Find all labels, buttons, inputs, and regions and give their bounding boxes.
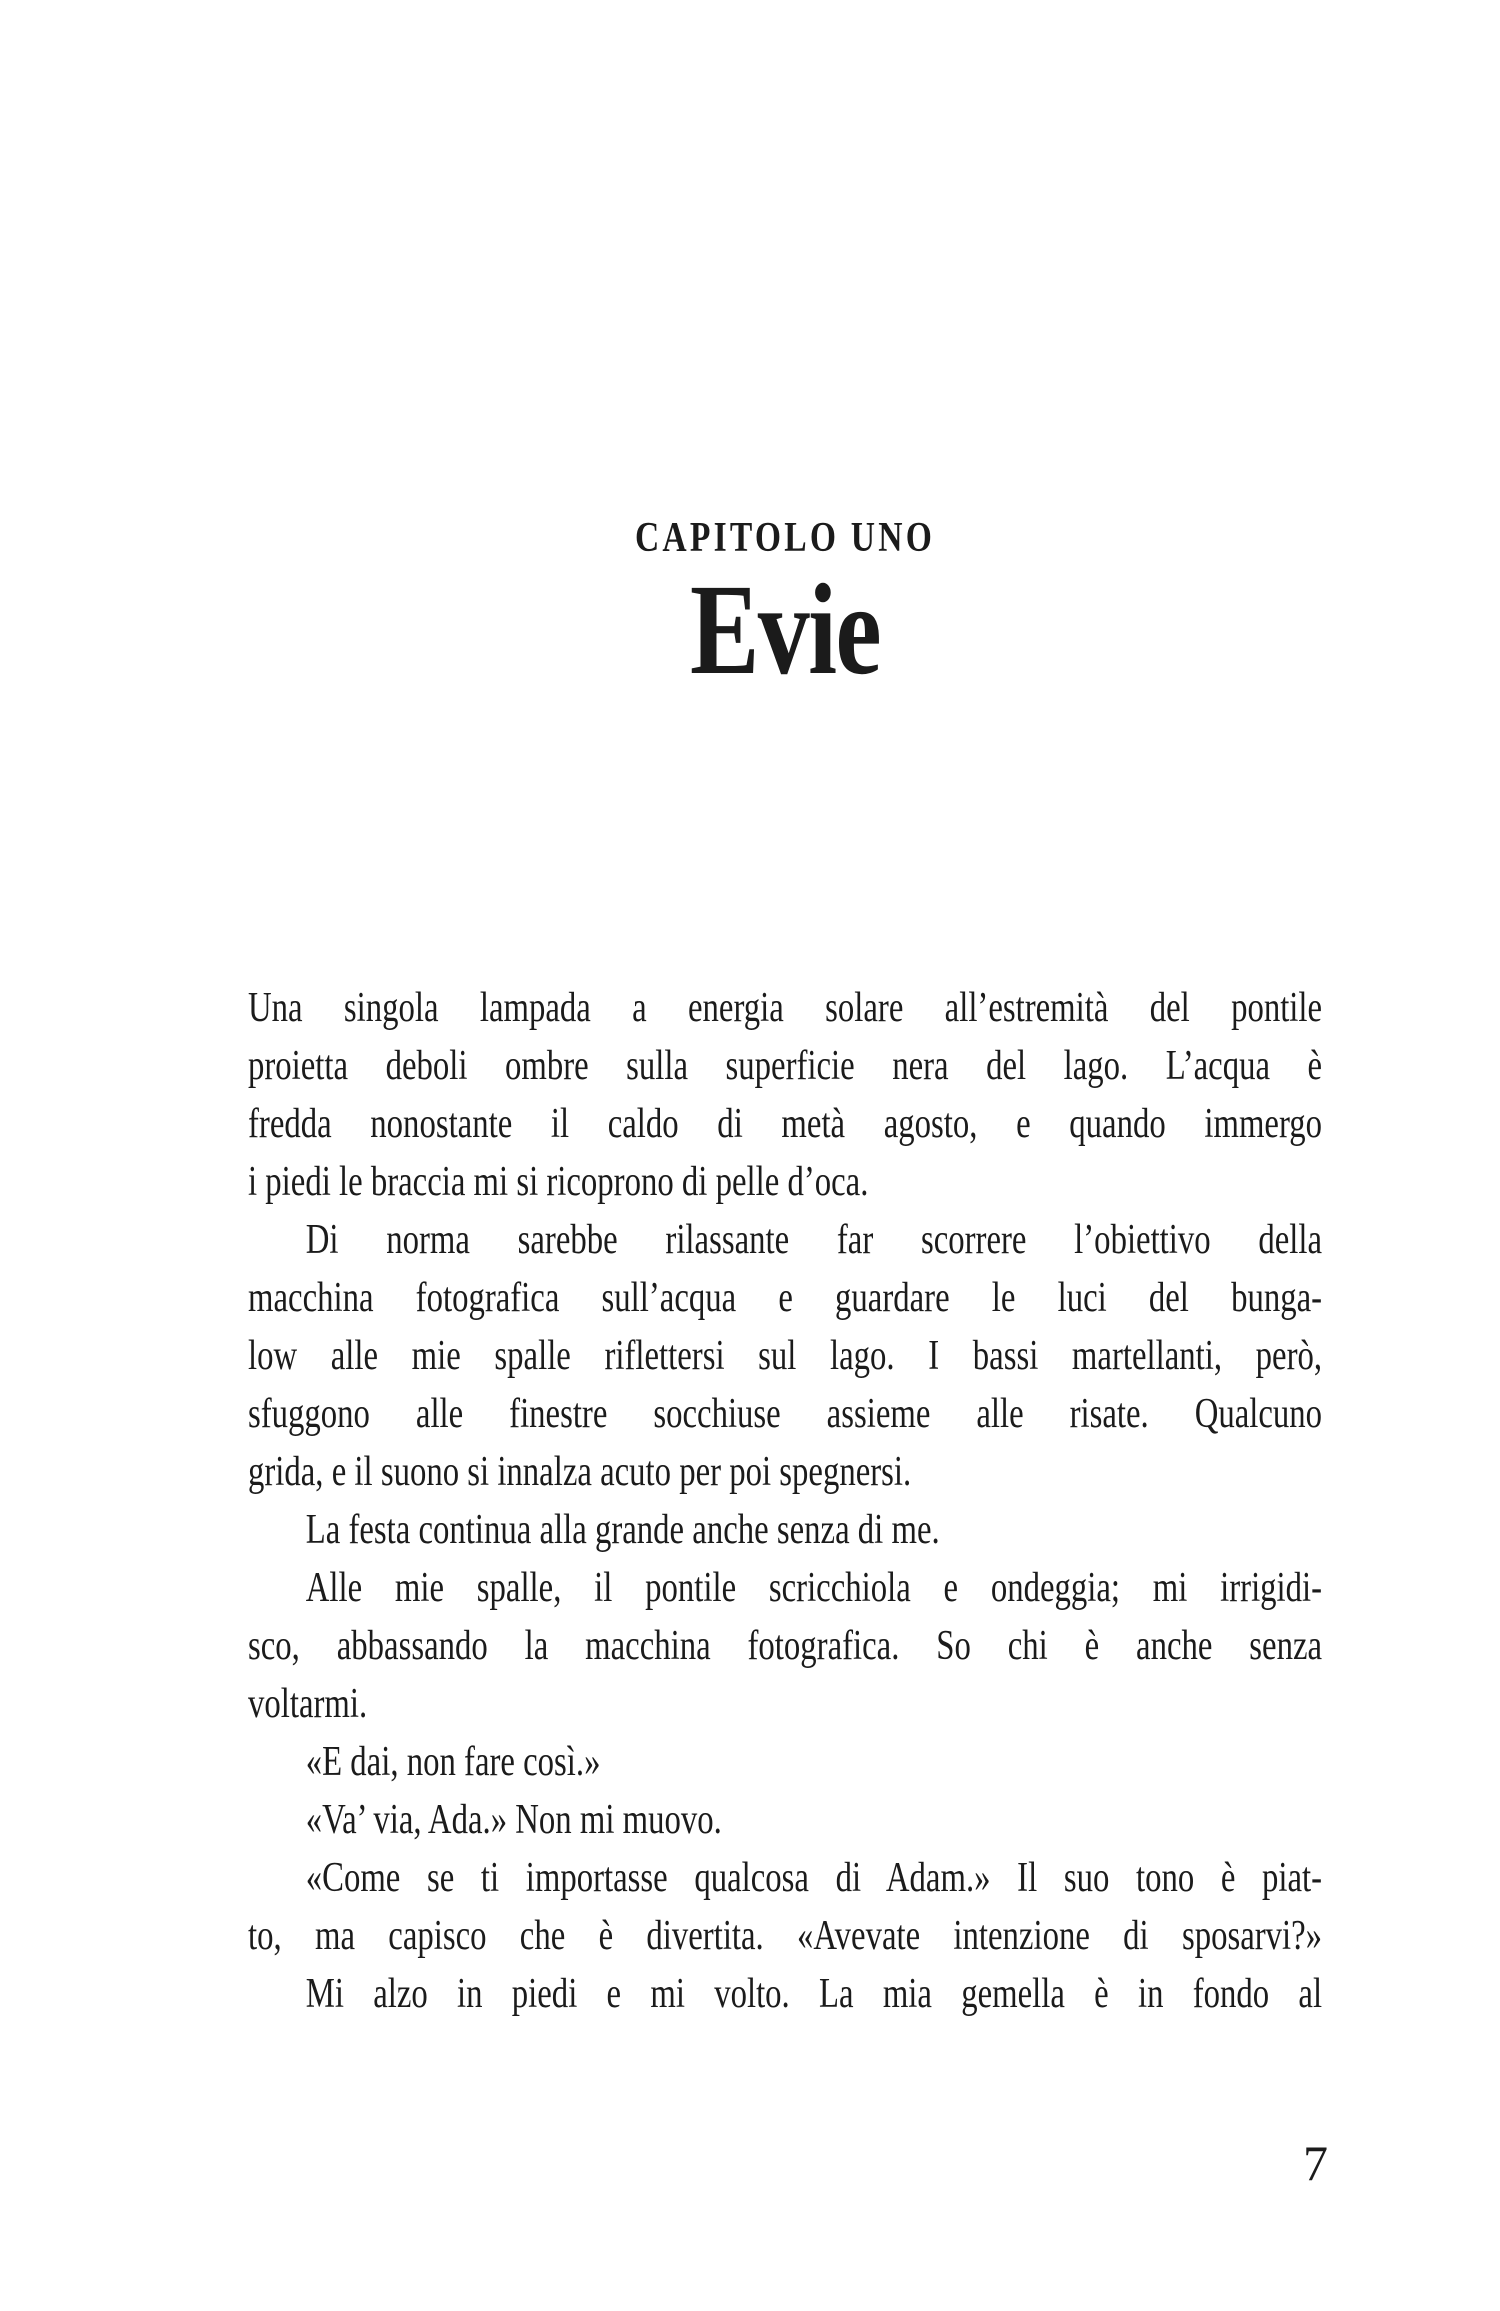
- text-line: Mi alzo in piedi e mi volto. La mia gemella è in fondo al: [305, 1971, 1323, 2017]
- text-line: voltarmi.: [248, 1681, 368, 1727]
- page-number: 7: [1303, 2135, 1328, 2191]
- text-line: grida, e il suono si innalza acuto per poi spegnersi.: [248, 1449, 912, 1495]
- text-line: Una singola lampada a energia solare all’estremità del pontile: [248, 985, 1323, 1031]
- paragraph: [248, 1849, 1322, 1965]
- paragraph: [248, 1211, 1322, 1501]
- paragraph: [248, 1791, 1322, 1849]
- text-line: La festa continua alla grande anche senza di me.: [305, 1507, 940, 1553]
- text-line: sfuggono alle finestre socchiuse assieme alle risate. Qualcuno: [248, 1391, 1323, 1437]
- text-line: macchina fotografica sull’acqua e guardare le luci del bunga-: [248, 1275, 1323, 1321]
- paragraph: [248, 1559, 1322, 1733]
- text-line: «Come se ti importasse qualcosa di Adam.» Il suo tono è piat-: [305, 1855, 1323, 1901]
- text-line: Alle mie spalle, il pontile scricchiola e ondeggia; mi irrigidi-: [305, 1565, 1323, 1611]
- text-line: sco, abbassando la macchina fotografica. So chi è anche senza: [248, 1623, 1323, 1669]
- chapter-kicker: CAPITOLO UNO: [634, 515, 936, 561]
- chapter-title: Evie: [689, 558, 881, 702]
- text-line: to, ma capisco che è divertita. «Avevate intenzione di sposarvi?»: [248, 1913, 1323, 1959]
- text-line: «Va’ via, Ada.» Non mi muovo.: [305, 1797, 722, 1843]
- text-line: «E dai, non fare così.»: [305, 1739, 601, 1785]
- chapter-header: [355, 515, 1214, 702]
- paragraph: [248, 979, 1322, 1211]
- text-line: i piedi le braccia mi si ricoprono di pelle d’oca.: [248, 1159, 869, 1205]
- text-line: Di norma sarebbe rilassante far scorrere l’obiettivo della: [305, 1217, 1323, 1263]
- paragraph: [248, 1501, 1322, 1559]
- paragraph: [248, 1733, 1322, 1791]
- text-line: fredda nonostante il caldo di metà agosto, e quando immergo: [248, 1101, 1323, 1147]
- text-line: low alle mie spalle riflettersi sul lago. I bassi martellanti, però,: [248, 1333, 1323, 1379]
- body-text: [248, 979, 1322, 2023]
- text-line: proietta deboli ombre sulla superficie nera del lago. L’acqua è: [248, 1043, 1323, 1089]
- paragraph: [248, 1965, 1322, 2023]
